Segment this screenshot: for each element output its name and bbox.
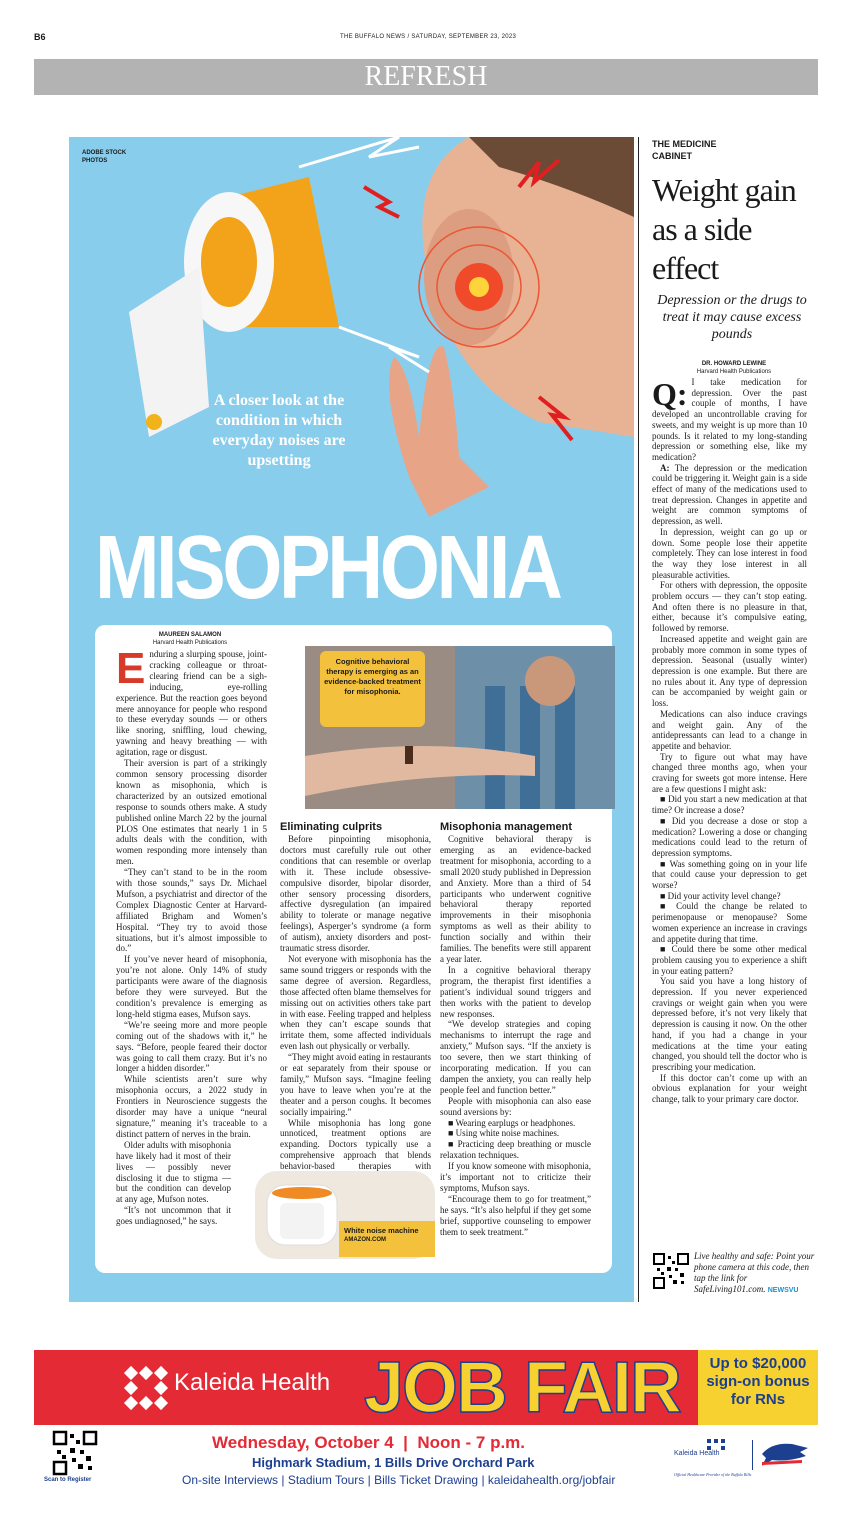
- event-details[interactable]: On-site Interviews | Stadium Tours | Bills Ticket Drawing | kaleidahealth.org/jobfair: [182, 1473, 616, 1487]
- paragraph: If you’ve never heard of misophonia, you’re not alone. Only 14% of study participants were aware of the diagnosis before they were surveyed. But the condition’s prevalence is emerging as long-held stigma eases, Mufson says.: [116, 954, 267, 1019]
- paragraph: “They can’t stand to be in the room with those sounds,” says Dr. Michael Mufson, a psychiatrist and director of the Complex Diagnostic Center at Harvard-affiliated Brigham and Women’s Hospital. “They try to avoid those situations, but it’s almost impossible to do.”: [116, 867, 267, 954]
- bullet: ■ Practicing deep breathing or muscle relaxation techniques.: [440, 1139, 591, 1161]
- medicine-byline-name: DR. HOWARD LEWINE: [701, 361, 767, 367]
- answer: The depression or the medication could be triggering it. Weight gain is a side effect of many of the medications used to treat depression. Changes in appetite and weight are common symptoms of depression, as well.: [652, 462, 807, 527]
- paragraph: You said you have a long history of depression. If you never experienced cravings or weight gain when you were depressed before, it’s not very likely that depression is causing it now. On the other hand, if you had a change in your medications at the time your eating changed, you should tell the doctor who is prescribing your medication.: [652, 976, 807, 1072]
- paragraph: Try to figure out what may have changed three months ago, when your craving for sweets got more intense. Here are a few questions I might ask:: [652, 751, 807, 794]
- paragraph: If you know someone with misophonia, it’s important not to criticize their symptoms, Mufson says.: [440, 1161, 591, 1193]
- paragraph: “They might avoid eating in restaurants or eat separately from their spouse or family,” Mufson says. “Imagine feeling you have to leave when you’re at the theater and a person coughs. It becomes socially impairing.”: [280, 1052, 431, 1117]
- paragraph: In a cognitive behavioral therapy program, the therapist first identifies a patient’s individual sound triggers and then works with the patient to develop new responses.: [440, 964, 591, 1019]
- kaleida-wordmark: Kaleida Health: [174, 1369, 331, 1396]
- ad-banner: [34, 1348, 818, 1428]
- promo-message: Live healthy and safe: Point your phone camera at this code, then tap the link for SafeLiving101.com.: [694, 1251, 815, 1294]
- register-qr-code-icon[interactable]: [52, 1430, 98, 1476]
- column-1: [116, 644, 267, 1269]
- megaphone-ear-illustration: [69, 137, 634, 537]
- paragraph: People with misophonia can also ease sound aversions by:: [440, 1095, 591, 1117]
- sponsor-divider: [752, 1440, 753, 1470]
- qr-code-icon[interactable]: [653, 1253, 689, 1289]
- job-fair-title: JOB FAIR: [364, 1348, 681, 1428]
- paragraph: While scientists aren’t sure why misophonia occurs, a 2022 study in Frontiers in Neuroscience suggests the disorder may have a unique “neural signature,” meaning it’s traceable to a distinct pattern of nerves in the brain.: [116, 1074, 267, 1139]
- paragraph: In depression, weight can go up or down. Some people lose their appetite completely. They can lose interest in food the way they lose interest in all pleasurable activities.: [652, 526, 807, 580]
- medicine-kicker: THE MEDICINE CABINET: [652, 139, 717, 161]
- paragraph: Their aversion is part of a strikingly common sensory processing disorder known as misophonia, which is characterized by an outsized emotional response to sounds others make. A study published online March 22 by the journal PLOS One estimates that nearly 1 in 5 adults deals with the condition, with women responding more intensely than men.: [116, 758, 267, 867]
- white-noise-source: AMAZON.COM: [344, 1237, 386, 1243]
- bullet: ■ Did you start a new medication at that time? Or increase a dose?: [652, 794, 807, 816]
- promo-text: [694, 1251, 819, 1295]
- bullet: ■ Using white noise machines.: [448, 1128, 560, 1139]
- buffalo-bills-logo-icon: [758, 1438, 810, 1470]
- bonus-badge: Up to $20,000 sign-on bonus for RNs: [698, 1350, 818, 1425]
- paragraph: “We develop strategies and coping mechanisms to interrupt the rage and anxiety,” Mufson says. “If the anxiety is too severe, then we start thinking of incorporating medication. If you can dampen the anxiety, you can really help people feel and function better.”: [440, 1019, 591, 1095]
- paragraph: Medications can also induce cravings and weight gain. Any of the antidepressants can lead to a change in appetite and behavior.: [652, 708, 807, 751]
- paragraph: nduring a slurping spouse, joint-cracking colleague or throat-clearing friend can be a sigh-inducing, eye-rolling experience. But the reaction goes beyond mere annoyance for people who respond to these everyday sounds — or others like snoring, sniffling, loud chewing, yawning and heavy breathing — with agitation, rage or disgust.: [116, 649, 267, 758]
- kaleida-logo-icon: [124, 1366, 168, 1410]
- paragraph: While misophonia has long gone unnoticed, treatment options are expanding. Doctors typically use a comprehensive approach that blends behavior-based therapies with: [280, 1117, 431, 1172]
- paragraph: If this doctor can’t come up with an obvious explanation for your weight change, talk to your primary care doctor.: [652, 1072, 807, 1105]
- event-venue: Highmark Stadium, 1 Bills Drive Orchard Park: [252, 1455, 535, 1470]
- bullet: ■ Could the change be related to perimenopause or menopause? Some women experience an increase in cravings and appetite during that time.: [652, 901, 807, 944]
- feature-headline: MISOPHONIA: [95, 518, 560, 618]
- paragraph: Cognitive behavioral therapy is emerging as an evidence-backed treatment for misophonia, according to a small 2020 study published in Depression and Anxiety. More than a third of 54 participants who underwent cognitive behavioral therapy reported improvements in their misophonia symptoms as well as their ability to function socially and within their families. The benefits were still apparent a year later.: [440, 834, 591, 964]
- bullet: ■ Was something going on in your life that could cause your depression to get worse?: [652, 858, 807, 891]
- paragraph: “We’re seeing more and more people coming out of the shadows with it,” he says. “Before, people feared their doctor was going to call them crazy. But it’s no longer a hidden disorder.”: [116, 1019, 267, 1074]
- event-date: Wednesday, October 4 | Noon - 7 p.m.: [212, 1433, 526, 1452]
- article-card: [95, 625, 612, 1273]
- paragraph: “It’s not uncommon that it goes undiagnosed,” he says.: [116, 1205, 231, 1227]
- medicine-headline: Weight gain as a side effect: [652, 172, 796, 286]
- page-number: B6: [34, 32, 46, 42]
- medicine-byline: [659, 360, 809, 376]
- feature-tagline: A closer look at the condition in which everyday noises are upsetting: [212, 392, 346, 469]
- subhead-management: Misophonia management: [440, 821, 573, 833]
- q-drop-cap: Q:: [652, 376, 688, 412]
- kaleida-sponsor-text: Kaleida Health: [674, 1450, 720, 1457]
- job-fair-ad[interactable]: [34, 1350, 818, 1490]
- newsvu-logo: NEWSVU: [767, 1287, 799, 1294]
- column-3: [440, 834, 591, 1264]
- byline-org: Harvard Health Publications: [152, 640, 228, 646]
- drop-cap: E: [116, 644, 146, 693]
- subhead-eliminating: Eliminating culprits: [280, 821, 383, 833]
- bullet: ■ Did you decrease a dose or stop a medication? Lowering a dose or changing medications could lead to the return of depression symptoms.: [652, 815, 807, 858]
- medicine-cabinet-column: [638, 137, 818, 1302]
- column-2: [280, 834, 431, 1170]
- answer-lead: A:: [660, 462, 670, 473]
- paragraph: “Encourage them to go for treatment,” he says. “It’s also helpful if they get some brief, supportive counseling to empower them to seek treatment.”: [440, 1193, 591, 1237]
- paragraph: Before pinpointing misophonia, doctors must carefully rule out other conditions that can resemble or overlap with it. These include obsessive-compulsive disorder, bipolar disorder, other sensory processing disorders, affective dysregulation (an impaired ability to tolerate or manage negative feelings), Asperger’s syndrome (a form of autism), anxiety disorders and post-traumatic stress disorder.: [280, 834, 431, 954]
- bullet: ■ Wearing earplugs or headphones.: [448, 1117, 576, 1128]
- paragraph: Increased appetite and weight gain are probably more common in some types of depression. Seasonal (usually winter) depression is one example. But there are no rules about it. Any type of depression can be accompanied by weight gain or loss.: [652, 633, 807, 709]
- bullet: ■ Could there be some other medical problem causing you to experience a shift in your eating pattern?: [652, 944, 807, 976]
- misophonia-feature: [69, 137, 634, 1302]
- white-noise-caption: [339, 1221, 435, 1257]
- photo-credit: ADOBE STOCK PHOTOS: [82, 150, 127, 164]
- paragraph: For others with depression, the opposite problem occurs — they can’t stop eating. And often there is no pleasure in that, either, because it’s compulsive eating, followed by remorse.: [652, 580, 807, 634]
- photo-caption: Cognitive behavioral therapy is emerging as an evidence-backed treatment for misophonia.: [320, 651, 425, 727]
- sponsor-note: Official Healthcare Provider of the Buffalo Bills: [674, 1472, 752, 1477]
- bullet: ■ Did your activity level change?: [660, 890, 781, 901]
- masthead: THE BUFFALO NEWS / SATURDAY, SEPTEMBER 23, 2023: [340, 34, 517, 40]
- medicine-subhead: Depression or the drugs to treat it may cause excess pounds: [657, 293, 807, 342]
- section-banner: REFRESH: [34, 59, 818, 95]
- paragraph: Older adults with misophonia have likely had it most of their lives — possibly never disclosing it due to stigma — but the condition can develop at any age, Mufson notes.: [116, 1139, 231, 1205]
- scan-to-register: Scan to Register: [44, 1477, 92, 1483]
- question: I take medication for depression. Over the past couple of months, I have developed an uncontrollable craving for sweets, and my weight is up more than 10 pounds. Is it related to my long-standing depression or something else, like my medication?: [652, 377, 807, 462]
- medicine-byline-org: Harvard Health Publications: [696, 369, 772, 375]
- white-noise-label: White noise machine: [344, 1226, 419, 1235]
- byline-name: MAUREEN SALAMON: [158, 632, 222, 638]
- medicine-body: [652, 377, 807, 1247]
- paragraph: Not everyone with misophonia has the same sound triggers or responds with the same degree of aversion. Regardless, those affected often blame themselves for missing out on activities others take part in with ease. Feeling trapped and helpless when they can’t escape sounds that irritate them, some affected individuals even lash out physically or verbally.: [280, 953, 431, 1052]
